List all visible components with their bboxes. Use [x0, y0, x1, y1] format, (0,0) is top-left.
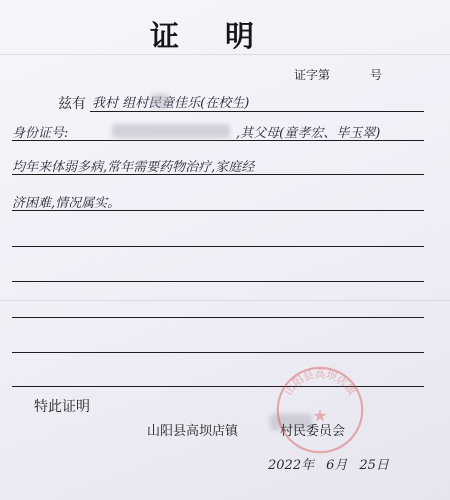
doc-number-prefix: 证字第 [294, 68, 331, 82]
fill-line [12, 281, 424, 282]
fill-line [90, 111, 424, 112]
certify-text: 特此证明 [34, 399, 90, 415]
fill-line [12, 246, 424, 247]
handwritten-line: ,其父母(童孝宏、毕玉翠) [236, 126, 381, 141]
date-day: 25日 [359, 458, 389, 473]
intro-prefix: 兹有 [58, 96, 86, 112]
date-month: 6月 [326, 458, 348, 473]
handwritten-line: 身份证号: [12, 126, 69, 141]
handwritten-line: 济困难,情况属实。 [12, 196, 121, 211]
fill-line [12, 352, 424, 353]
doc-number-suffix: 号 [370, 68, 383, 82]
seal-star-icon: ★ [312, 406, 328, 427]
handwritten-line: 均年来体弱多病,常年需要药物治疗,家庭经 [12, 160, 255, 175]
date-year: 2022年 [268, 458, 315, 473]
official-seal [272, 362, 368, 458]
signer-suffix: 村民委员会 [280, 424, 346, 439]
seal-text: 山阳县高坝店镇 [282, 368, 358, 398]
document-number [294, 66, 382, 83]
fill-line [12, 317, 424, 318]
handwritten-line: 我村 组村民童佳乐(在校生) [92, 96, 250, 111]
redacted-area [112, 124, 230, 138]
paper-fold [0, 300, 450, 301]
redacted-area [151, 94, 169, 108]
signer-prefix: 山阳县高坝店镇 [147, 424, 239, 439]
document-title: 证明 [149, 19, 300, 53]
